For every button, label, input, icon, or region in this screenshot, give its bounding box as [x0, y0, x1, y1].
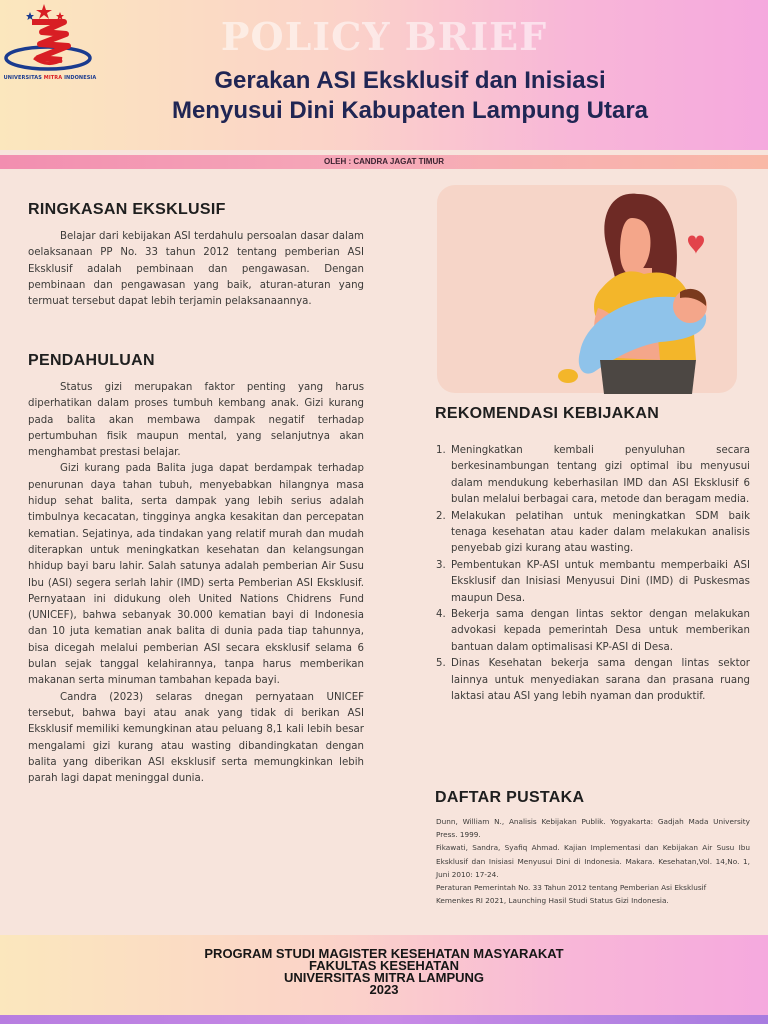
- footer-year: 2023: [369, 982, 399, 997]
- footer-university: UNIVERSITAS MITRA LAMPUNG: [283, 970, 485, 985]
- pendahuluan-paragraph-2: Gizi kurang pada Balita juga dapat berdampak terhadap penurunan daya tahan tubuh, menyebabkan hilangnya masa hidup sehat balita, serta dampak yang lebih serius adalah timbulnya kecacatan, tingginya angka kesakitan dan percepatan kematian. Sejatinya, ada tindakan yang relatif murah dan mudah diterapkan untuk meningkatkan kesehatan dan kelangsungan hhidup bayi baru lahir. Salah satunya adalah pemberian Air Susu Ibu (ASI) segera serlah lahir (IMD) serta Pemberian ASI Eksklusif. Pernyataan ini didukung oleh United Nations Chidrens Fund (UNICEF), bahwa sebanyak 30.000 kematian bayi di Indonesia dan 10 juta kematian anak balita di dunia pada tiap tahunnya, bisa dicegah melalui pemberian ASI secara eksklusif selama 6 bulan sejak tanggal kelahirannya, tanpa harus memberikan makanan serta minuman tambahan kepada bayi.: [28, 463, 364, 687]
- footer-program: PROGRAM STUDI MAGISTER KESEHATAN MASYARAKAT: [204, 946, 564, 961]
- list-item: 3. Pembentukan KP-ASI untuk membantu memperbaiki ASI Eksklusif dan Inisiasi Menyusui Dini (IMD) di Puskesmas maupun Desa.: [436, 559, 750, 604]
- reference-item: Fikawati, Sandra, Syafiq Ahmad. Kajian Implementasi dan Kebijakan Air Susu Ibu Eksklusif dan Inisiasi Menyusui Dini di Indonesia. Makara. Kesehatan,Vol. 14,No. 1, Juni 2010: 17-24.: [436, 843, 750, 879]
- breastfeeding-mother-illustration: [540, 188, 720, 394]
- header-banner: [0, 0, 768, 150]
- pendahuluan-title: PENDAHULUAN: [28, 352, 155, 369]
- heart-icon: [688, 236, 704, 255]
- ringkasan-text: Belajar dari kebijakan ASI terdahulu persoalan dasar dalam oelaksanaan PP No. 33 tahun 2012 tentang pemberian ASI Eksklusif adalah pembinaan dan pengawasan. Dengan pembinaan dan pengawasan yang baik, aturan-aturan yang termuat tersebut dapat lebih terjamin pelaksanaannya.: [28, 231, 364, 308]
- list-item: 2. Melakukan pelatihan untuk meningkatkan SDM baik tenaga kesehatan atau kader dalam melakukan analisis penyebab gizi kurang atau wasting.: [436, 510, 750, 555]
- rekomendasi-list: [436, 443, 750, 706]
- author-bar: OLEH : CANDRA JAGAT TIMUR: [0, 155, 768, 169]
- policy-brief-watermark: POLICY BRIEF: [220, 14, 548, 59]
- bottom-strip: [0, 1015, 768, 1024]
- reference-item: Peraturan Pemerintah No. 33 Tahun 2012 tentang Pemberian Asi Eksklusif: [436, 883, 707, 893]
- title-line-1: Gerakan ASI Eksklusif dan Inisiasi: [214, 67, 606, 94]
- list-item: 1. Meningkatkan kembali penyuluhan secara berkesinambungan tentang gizi optimal ibu menyusui dalam mendukung keberhasilan IMD dan ASI Eksklusif 6 bulan melalui berbagai cara, metode dan beragam media.: [436, 445, 750, 506]
- page-title: [110, 66, 710, 126]
- footer-text: [0, 948, 768, 996]
- ringkasan-title: RINGKASAN EKSKLUSIF: [28, 201, 226, 218]
- pendahuluan-paragraph-1: Status gizi merupakan faktor penting yang harus diperhatikan dalam proses tumbuh kembang anak. Gizi kurang pada balita akan membawa dampak negatif terhadap pertumbuhan fisik maupun mental, yang selanjutnya akan menghambat prestasi belajar.: [28, 382, 364, 459]
- pendahuluan-text: [28, 380, 364, 787]
- rekomendasi-title: REKOMENDASI KEBIJAKAN: [435, 405, 660, 422]
- reference-item: Kemenkes RI 2021, Launching Hasil Studi Status Gizi Indonesia.: [436, 896, 669, 906]
- footer-banner: [0, 935, 768, 1015]
- footer-faculty: FAKULTAS KESEHATAN: [309, 958, 459, 973]
- list-item: 5. Dinas Kesehatan bekerja sama dengan lintas sektor lainnya untuk menyediakan sarana dan prasana ruang laktasi atau ASI yang lebih nyaman dan produktif.: [436, 658, 750, 703]
- title-line-2: Menyusui Dini Kabupaten Lampung Utara: [171, 97, 649, 124]
- pustaka-title: DAFTAR PUSTAKA: [435, 789, 585, 806]
- reference-list: [436, 815, 750, 907]
- logo-caption: UNIVERSITAS MITRA INDONESIA: [3, 75, 97, 81]
- list-item: 4. Bekerja sama dengan lintas sektor dengan melakukan advokasi kepada pemerintah Desa untuk memberikan bantuan dalam optimalisasi KP-ASI di Desa.: [436, 609, 750, 653]
- pendahuluan-paragraph-3: Candra (2023) selaras dnegan pernyataan UNICEF tersebut, bahwa bayi atau anak yang tidak di berikan ASI Eksklusif memiliki kemungkinan atau peluang 8,1 kali lebih besar mengalami gizi kurang atau wasting dibandingkatan dengan balita yang diberikan ASI eksklusif serta memungkinkan lebih parah lagi dapat meninggal dunia.: [28, 691, 364, 785]
- reference-item: Dunn, William N., Analisis Kebijakan Publik. Yogyakarta: Gadjah Mada University Press. 1999.: [436, 817, 750, 840]
